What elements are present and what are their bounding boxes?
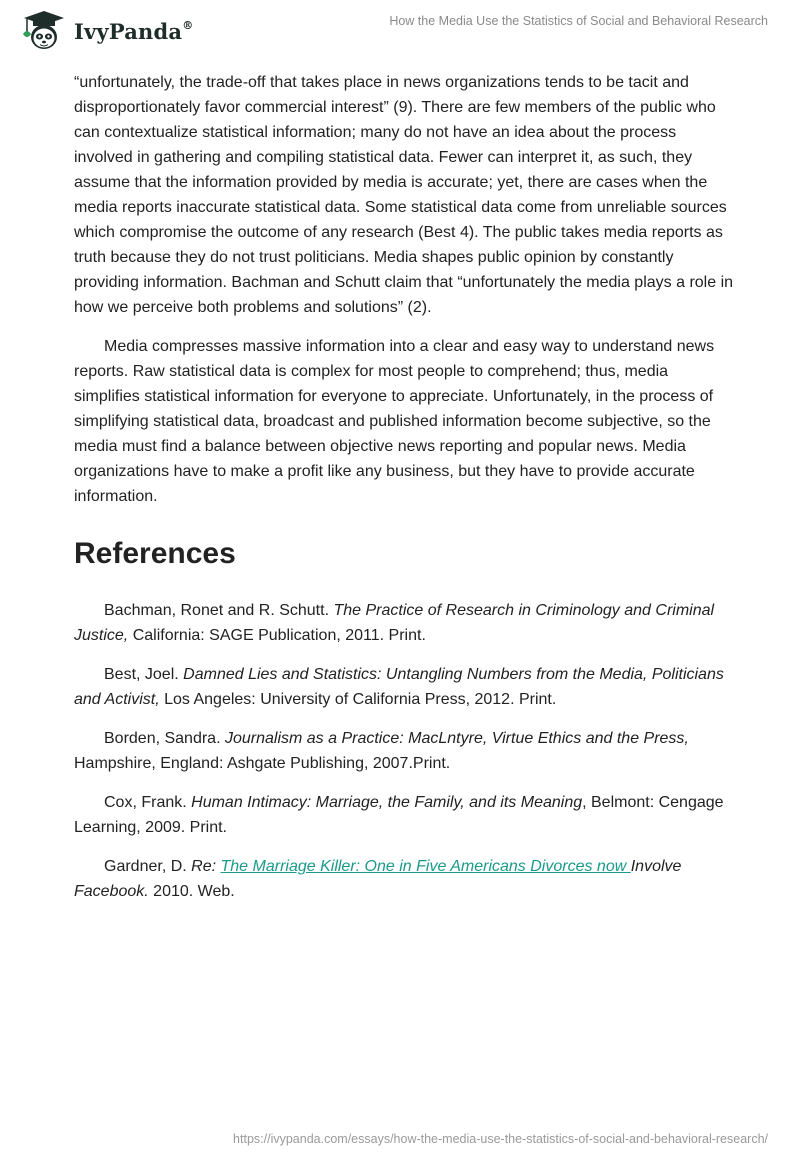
reference-publication: Los Angeles: University of California Press, 2012. Print. [159,691,557,708]
reference-title: Journalism as a Practice: MacLntyre, Virtue Ethics and the Press, [224,730,689,747]
footer-url[interactable]: https://ivypanda.com/essays/how-the-media-use-the-statistics-of-social-and-behavioral-research/ [233,1132,768,1146]
reference-author: Cox, Frank. [104,794,192,811]
reference-author: Gardner, D. [104,858,192,875]
reference-publication: Hampshire, England: Ashgate Publishing, 2007.Print. [74,755,451,772]
reference-title: Involve Facebook. [74,858,682,900]
reference-author: Borden, Sandra. [104,730,225,747]
reference-publication: 2010. Web. [148,883,235,900]
body-paragraph: “unfortunately, the trade-off that takes place in news organizations tends to be tacit and disproportionately favor commercial interest” (9). There are few members of the public who can contextualize statistical information; many do not have an idea about the process involved in gathering and compiling statistical data. Fewer can interpret it, as such, they assume that the information provided by media is accurate; yet, there are cases when the media reports inaccurate statistical data. Some statistical data come from unreliable sources which compromise the outcome of any research (Best 4). The public takes media reports as truth because they do not trust politicians. Media shapes public opinion by constantly providing information. Bachman and Schutt claim that “unfortunately the media plays a role in how we perceive both problems and solutions” (2). [74,74,734,316]
reference-item [74,598,734,648]
reference-publication: , Belmont: Cengage Learning, 2009. Print. [74,794,724,836]
panda-logo-icon [14,8,70,52]
reference-item [74,726,734,776]
references-heading: References [74,537,236,570]
reference-author: Bachman, Ronet and R. Schutt. [104,602,334,619]
reference-author: Best, Joel. [104,666,184,683]
page-header [0,0,800,60]
reference-item [74,790,734,840]
reference-link[interactable]: The Marriage Killer: One in Five Americans Divorces now [220,858,631,875]
reference-re: Re: [191,858,221,875]
document-title: How the Media Use the Statistics of Social and Behavioral Research [389,14,768,28]
reference-title: Damned Lies and Statistics: Untangling Numbers from the Media, Politicians and Activist, [74,666,724,708]
brand-name: IvyPanda® [74,18,194,44]
logo[interactable] [14,8,193,52]
reference-item [74,662,734,712]
body-paragraph: Media compresses massive information into a clear and easy way to understand news reports. Raw statistical data is complex for most people to comprehend; thus, media simplifies statistical information for everyone to appreciate. Unfortunately, in the process of simplifying statistical data, broadcast and published information become subjective, so the media must find a balance between objective news reporting and popular news. Media organizations have to make a profit like any business, but they have to provide accurate information. [74,338,715,505]
essay-content [74,70,734,918]
reference-item [74,854,734,904]
reference-title: Human Intimacy: Marriage, the Family, and its Meaning [191,794,583,811]
reference-title: The Practice of Research in Criminology and Criminal Justice, [74,602,715,644]
reference-publication: California: SAGE Publication, 2011. Print. [128,627,426,644]
